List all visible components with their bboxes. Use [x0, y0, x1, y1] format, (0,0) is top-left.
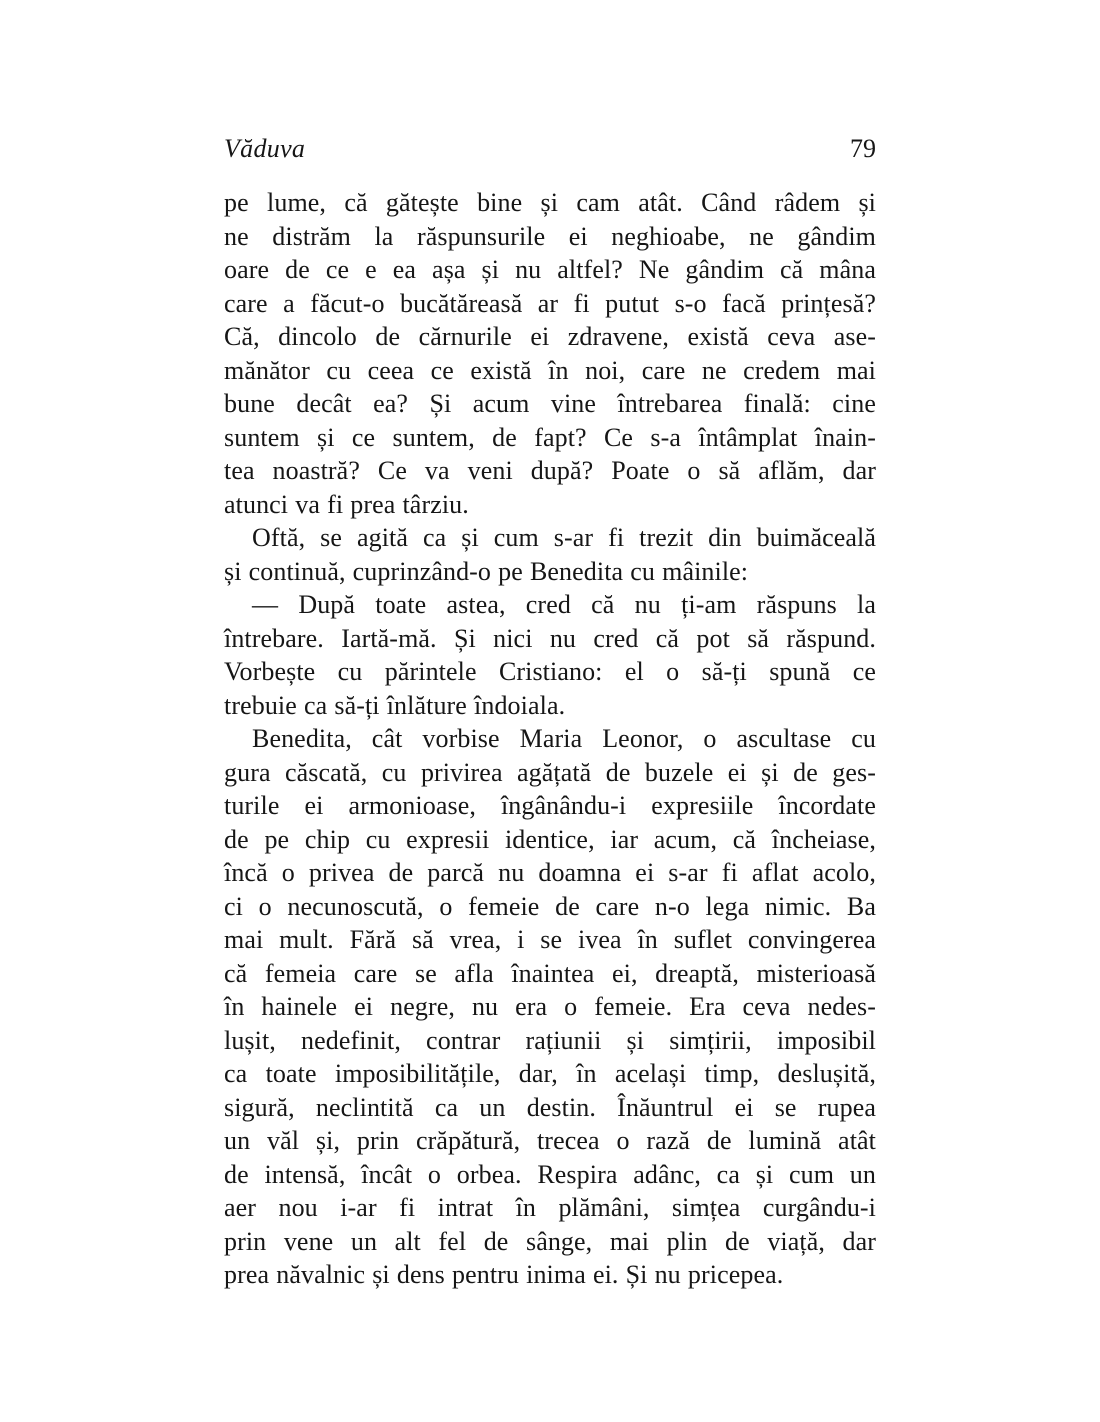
paragraph	[224, 521, 876, 588]
text-line: întrebare. Iartă-mă. Și nici nu cred că pot să răspund.	[224, 623, 876, 653]
text-line: bune decât ea? Și acum vine întrebarea finală: cine	[224, 389, 876, 418]
text-line: un văl și, prin crăpătură, trecea o rază de lumină atât	[224, 1126, 876, 1155]
text-line: în hainele ei negre, nu era o femeie. Era ceva nedes-	[224, 992, 876, 1021]
text-line: încă o privea de parcă nu doamna ei s-ar fi aflat acolo,	[224, 858, 876, 887]
text-line: — După toate astea, cred că nu ți-am răspuns la	[252, 590, 876, 619]
text-line: ne distrăm la răspunsurile ei neghioabe, ne gândim	[224, 221, 876, 251]
text-line: ci o necunoscută, o femeie de care n-o lega nimic. Ba	[224, 891, 876, 921]
text-line: și continuă, cuprinzând-o pe Benedita cu mâinile:	[224, 556, 749, 586]
page-header	[224, 134, 876, 164]
text-line: care a făcut-o bucătăreasă ar fi putut s-o facă prințesă?	[224, 288, 876, 318]
text-line: de intensă, încât o orbea. Respira adânc, ca și cum un	[224, 1159, 876, 1189]
text-line: tea noastră? Ce va veni după? Poate o să aflăm, dar	[224, 456, 876, 485]
text-line: sigură, neclintită ca un destin. Înăuntrul ei se rupea	[224, 1092, 876, 1122]
text-line: mai mult. Fără să vrea, i se ivea în suflet convingerea	[224, 925, 876, 954]
page-number: 79	[850, 134, 876, 163]
paragraph	[224, 722, 876, 1292]
text-line: turile ei armonioase, îngânându-i expresiile încordate	[224, 791, 876, 820]
text-line: pe lume, că gătește bine și cam atât. Când râdem și	[224, 188, 876, 217]
text-line: de pe chip cu expresii identice, iar acum, că încheiase,	[224, 824, 876, 854]
text-line: suntem și ce suntem, de fapt? Ce s-a întâmplat înain-	[224, 422, 876, 452]
text-line: aer nou i-ar fi intrat în plămâni, simțea curgându-i	[224, 1193, 876, 1222]
paragraph	[224, 186, 876, 521]
text-line: lușit, nedefinit, contrar rațiunii și simțirii, imposibil	[224, 1025, 876, 1055]
text-line: gura căscată, cu privirea agățată de buzele ei și de ges-	[224, 757, 876, 787]
text-line: Vorbește cu părintele Cristiano: el o să-ți spună ce	[224, 657, 876, 686]
text-line: că femeia care se afla înaintea ei, dreaptă, misterioasă	[224, 958, 876, 988]
paragraph	[224, 588, 876, 722]
text-line: prin vene un alt fel de sânge, mai plin de viață, dar	[224, 1226, 876, 1256]
text-line: ca toate imposibilitățile, dar, în același timp, deslușită,	[224, 1059, 876, 1088]
text-line: oare de ce e ea așa și nu altfel? Ne gândim că mâna	[224, 255, 876, 284]
text-line: trebuie ca să-ți înlăture îndoiala.	[224, 690, 566, 720]
running-title: Văduva	[224, 134, 306, 163]
text-line: atunci va fi prea târziu.	[224, 489, 469, 519]
text-line: Oftă, se agită ca și cum s-ar fi trezit din buimăceală	[252, 523, 876, 552]
text-line: prea năvalnic și dens pentru inima ei. Și nu pricepea.	[224, 1260, 784, 1289]
page-body	[224, 186, 876, 1292]
text-line: Benedita, cât vorbise Maria Leonor, o ascultase cu	[252, 724, 876, 753]
text-line: mănător cu ceea ce există în noi, care ne credem mai	[224, 355, 876, 385]
text-line: Că, dincolo de cărnurile ei zdravene, există ceva ase-	[224, 322, 876, 351]
